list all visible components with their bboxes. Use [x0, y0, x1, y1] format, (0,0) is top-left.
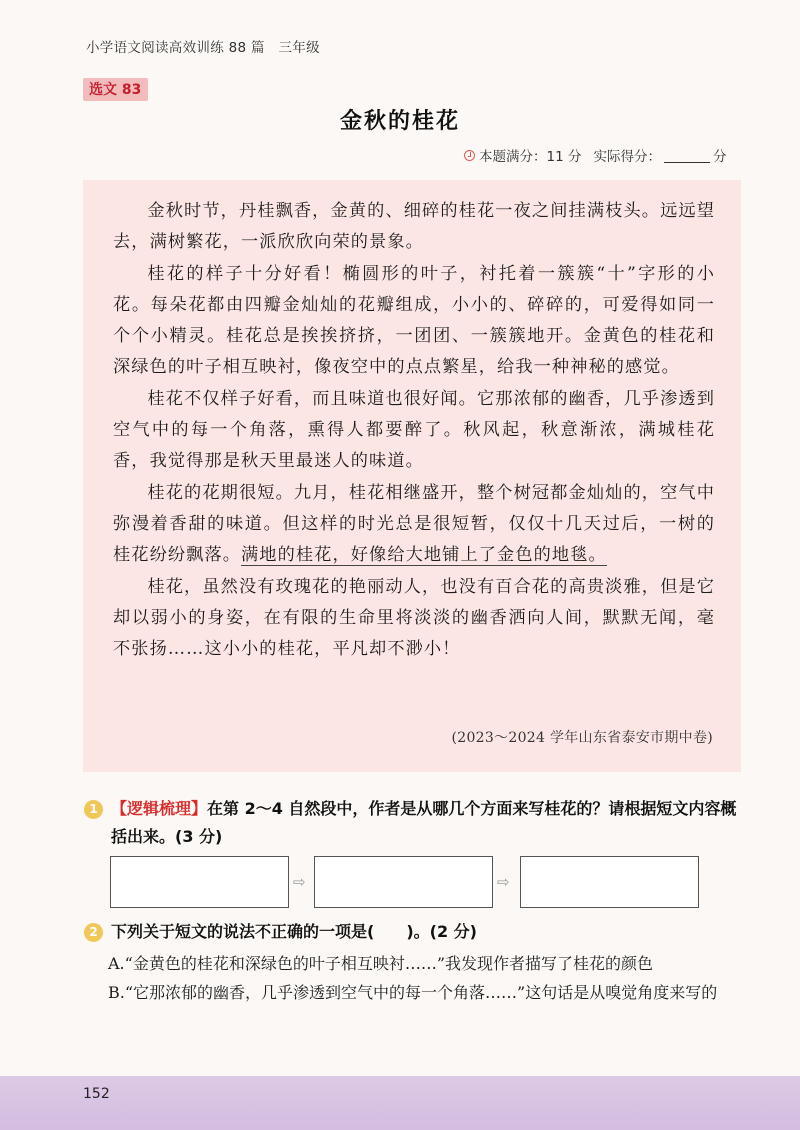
question-1-text: 在第 2～4 自然段中，作者是从哪几个方面来写桂花的？请根据短文内容概括出来。(3 分) — [111, 799, 737, 846]
underlined-sentence: 满地的桂花，好像给大地铺上了金色的地毯。 — [241, 545, 607, 566]
arrow-right-icon: ⇨ — [497, 873, 510, 891]
answer-box-3[interactable] — [520, 856, 699, 908]
paragraph-4-text: 桂花的花期很短。九月，桂花相继盛开，整个树冠都金灿灿的，空气中弥漫着香甜的味道。但这样的时光总是很短暂，仅仅十几天过后，一树的桂花纷纷飘落。 — [113, 482, 715, 566]
page-title: 金秋的桂花 — [339, 108, 460, 134]
page-number: 152 — [83, 1086, 110, 1102]
passage-source: (2023～2024 学年山东省泰安市期中卷) — [451, 729, 713, 746]
actual-score-label: 实际得分： — [593, 149, 661, 165]
score-unit: 分 — [712, 149, 727, 165]
score-line — [464, 145, 726, 165]
footer-band — [0, 1076, 800, 1130]
answer-box-1[interactable] — [110, 856, 289, 908]
reading-passage — [83, 180, 741, 772]
question-1 — [84, 795, 744, 851]
clock-icon — [464, 150, 475, 161]
question-2 — [84, 918, 744, 946]
paragraph-5: 桂花，虽然没有玫瑰花的艳丽动人，也没有百合花的高贵淡雅，但是它却以弱小的身姿，在有限的生命里将淡淡的幽香洒向人间，默默无闻，毫不张扬……这小小的桂花，平凡却不渺小！ — [113, 576, 715, 660]
score-blank[interactable] — [664, 148, 710, 163]
book-header: 小学语文阅读高效训练 88 篇 三年级 — [86, 40, 320, 56]
arrow-right-icon: ⇨ — [293, 873, 306, 891]
paragraph-4 — [113, 478, 715, 572]
option-b[interactable]: B.“它那浓郁的幽香，几乎渗透到空气中的每一个角落……”这句话是从嗅觉角度来写的 — [108, 982, 718, 1002]
paragraph-2: 桂花的样子十分好看！椭圆形的叶子，衬托着一簇簇“十”字形的小花。每朵花都由四瓣金灿灿的花瓣组成，小小的、碎碎的，可爱得如同一个个小精灵。桂花总是挨挨挤挤，一团团、一簇簇地开。金黄色的桂花和深绿色的叶子相互映衬，像夜空中的点点繁星，给我一种神秘的感觉。 — [113, 263, 715, 378]
answer-box-2[interactable] — [314, 856, 493, 908]
paragraph-1: 金秋时节，丹桂飘香，金黄的、细碎的桂花一夜之间挂满枝头。远远望去，满树繁花，一派欣欣向荣的景象。 — [113, 201, 715, 253]
selection-tag: 选文 83 — [83, 78, 148, 101]
option-a[interactable]: A.“金黄色的桂花和深绿色的叶子相互映衬……”我发现作者描写了桂花的颜色 — [108, 954, 654, 973]
answer-flowchart — [110, 856, 710, 910]
question-number-badge: 2 — [84, 923, 103, 942]
question-tag: 【逻辑梳理】 — [111, 799, 208, 818]
paragraph-3: 桂花不仅样子好看，而且味道也很好闻。它那浓郁的幽香，几乎渗透到空气中的每一个角落，熏得人都要醉了。秋风起，秋意渐浓，满城桂花香，我觉得那是秋天里最迷人的味道。 — [113, 388, 715, 472]
question-number-badge: 1 — [84, 800, 103, 819]
question-2-text: 下列关于短文的说法不正确的一项是( )。(2 分) — [111, 922, 477, 941]
question-2-options — [108, 950, 738, 1007]
full-score-label: 本题满分：11 分 — [479, 149, 582, 165]
